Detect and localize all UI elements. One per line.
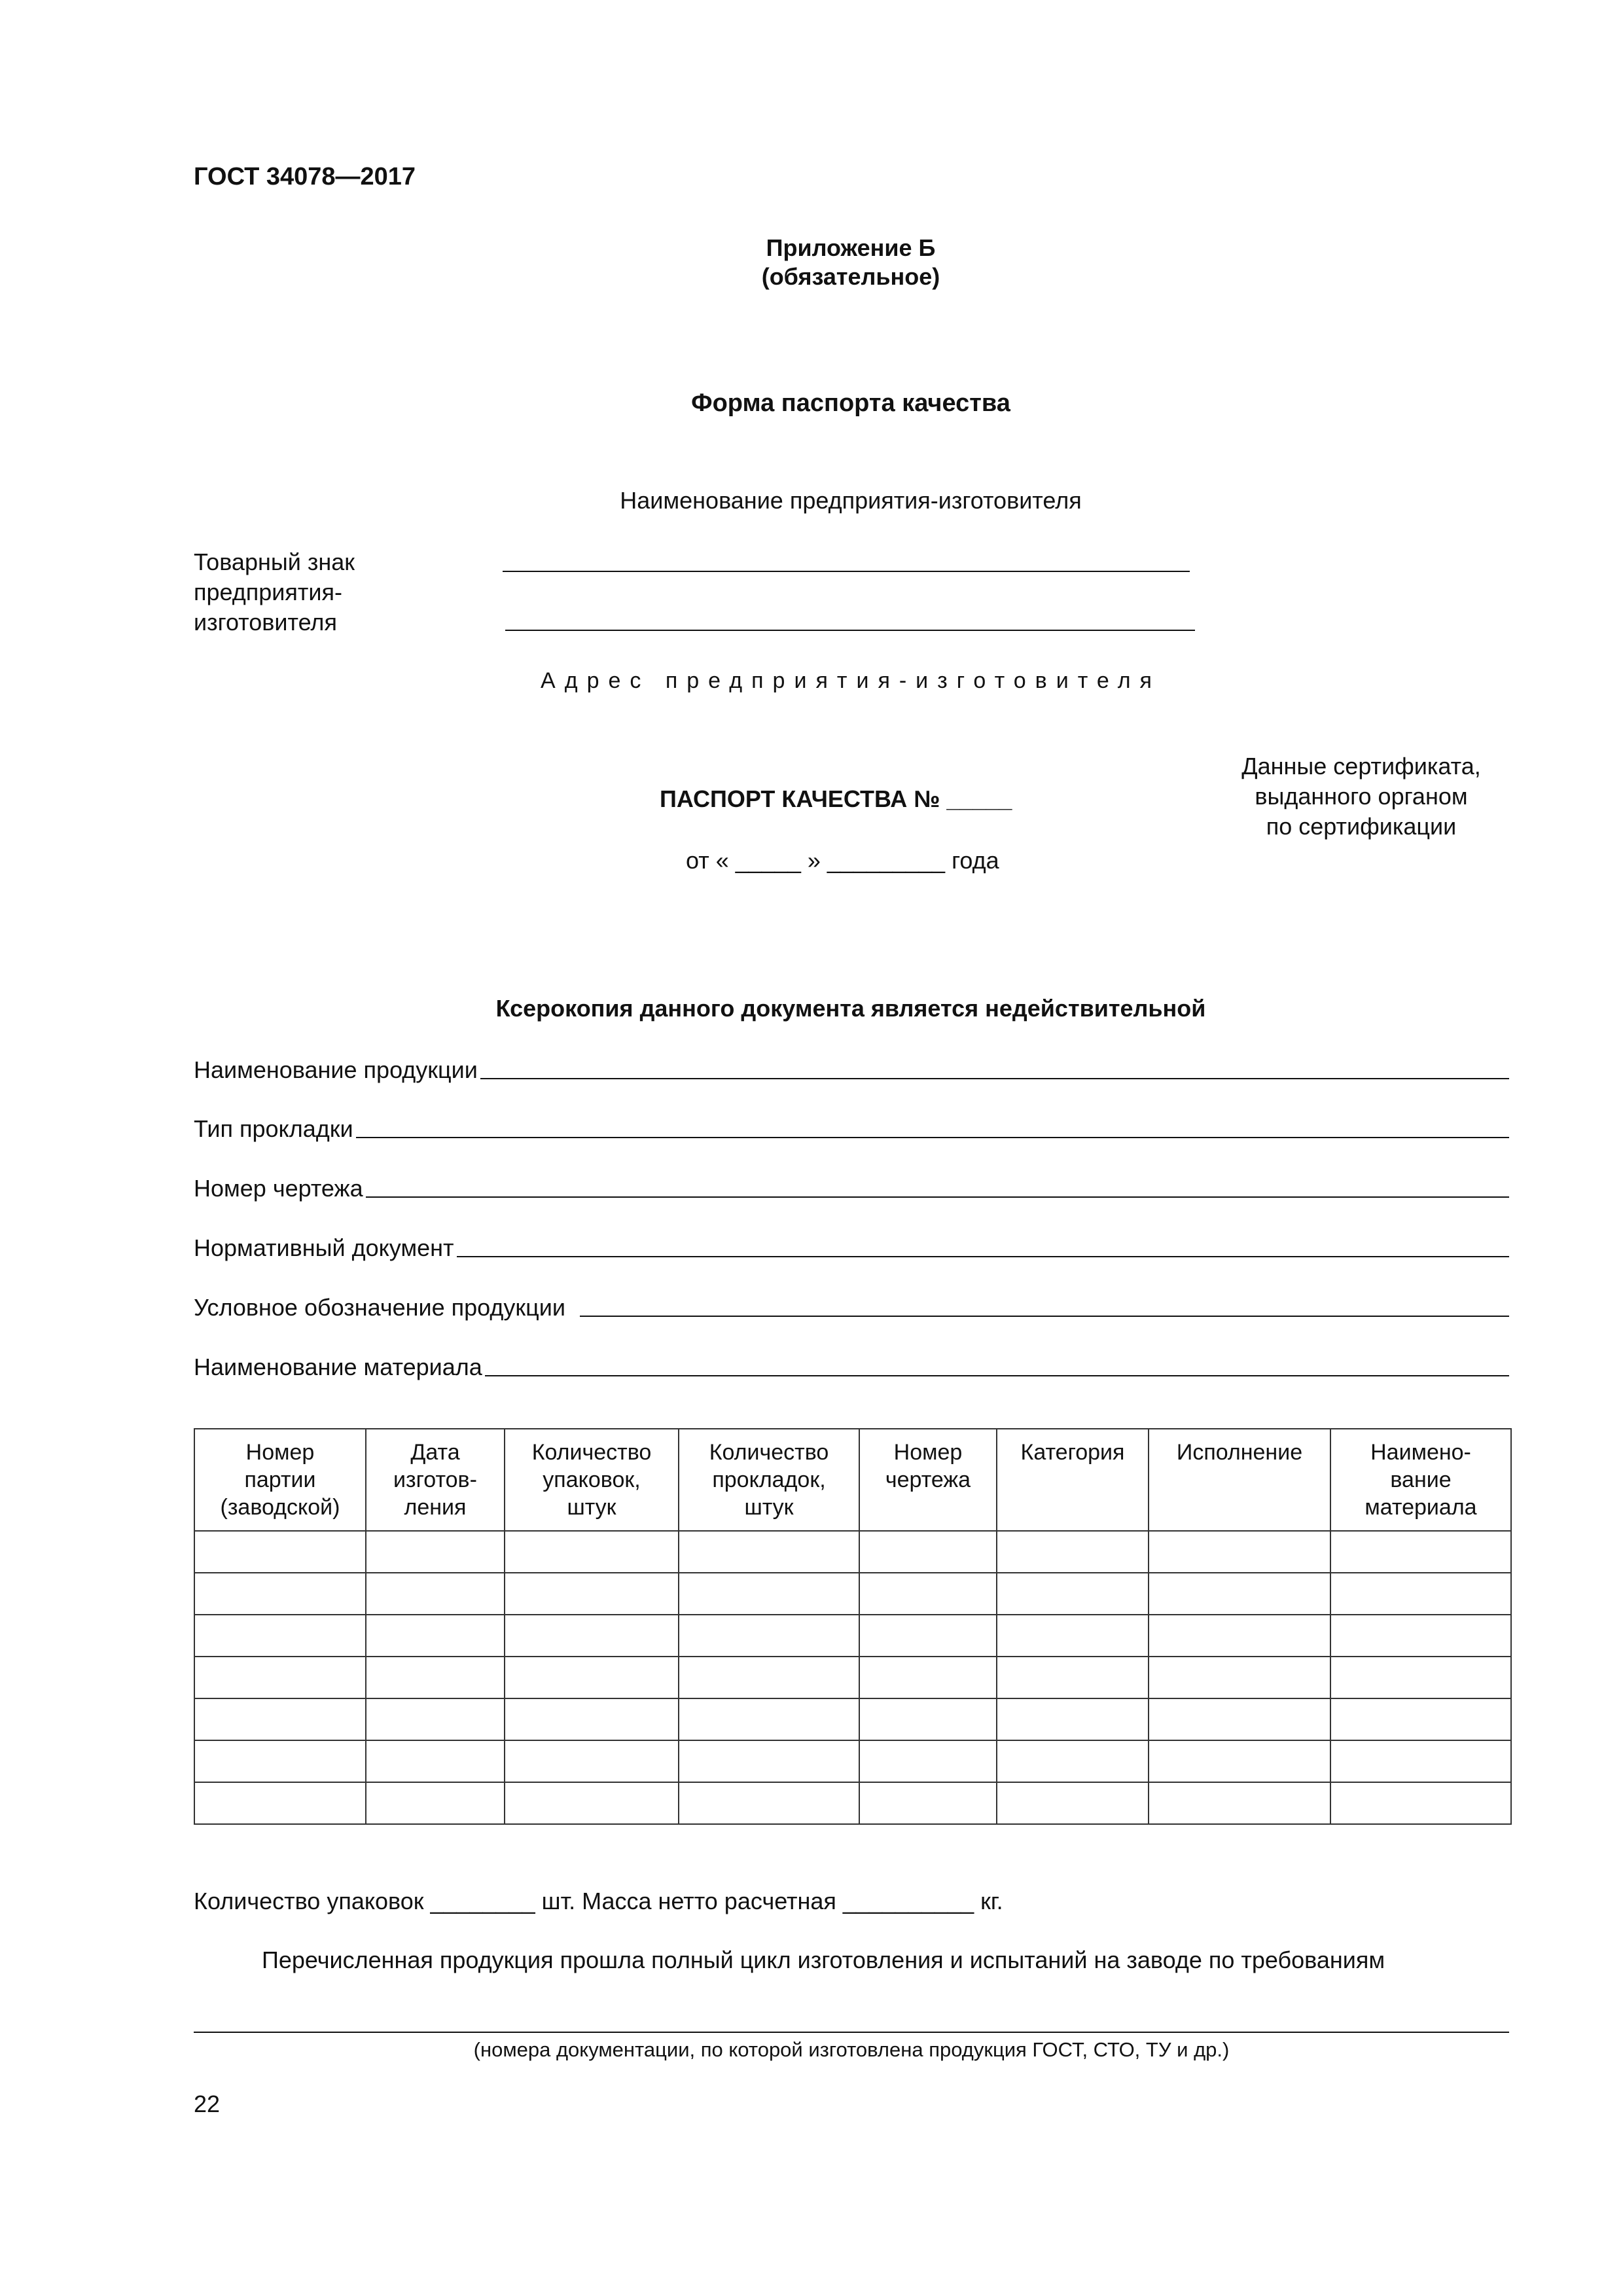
address-label: Адрес предприятия-изготовителя [541, 668, 1161, 693]
table-cell[interactable] [859, 1740, 997, 1782]
table-row [194, 1698, 1511, 1740]
product-name-field[interactable] [194, 1052, 1509, 1085]
table-cell[interactable] [194, 1531, 366, 1573]
col-material-name: Наимено- вание материала [1330, 1429, 1511, 1531]
table-cell[interactable] [679, 1615, 859, 1657]
page-number: 22 [194, 2090, 221, 2117]
table-cell[interactable] [859, 1657, 997, 1698]
table-cell[interactable] [505, 1657, 679, 1698]
table-cell[interactable] [1149, 1782, 1330, 1824]
table-row [194, 1740, 1511, 1782]
field-label: Наименование материала [194, 1354, 482, 1380]
table-cell[interactable] [1330, 1782, 1511, 1824]
table-cell[interactable] [505, 1698, 679, 1740]
field-line[interactable] [356, 1137, 1509, 1138]
table-cell[interactable] [1330, 1698, 1511, 1740]
field-label: Нормативный документ [194, 1234, 454, 1261]
gasket-type-field[interactable] [194, 1111, 1509, 1144]
table-row [194, 1657, 1511, 1698]
field-label: Наименование продукции [194, 1056, 478, 1083]
table-cell[interactable] [997, 1573, 1149, 1615]
table-cell[interactable] [194, 1573, 366, 1615]
table-cell[interactable] [505, 1615, 679, 1657]
field-label: Номер чертежа [194, 1175, 363, 1202]
table-cell[interactable] [997, 1698, 1149, 1740]
documentation-line[interactable] [194, 2032, 1509, 2033]
col-gasket-count: Количество прокладок, штук [679, 1429, 859, 1531]
col-drawing-number: Номер чертежа [859, 1429, 997, 1531]
table-cell[interactable] [1330, 1573, 1511, 1615]
col-manufacture-date: Дата изготов- ления [366, 1429, 505, 1531]
table-row [194, 1615, 1511, 1657]
table-cell[interactable] [1330, 1615, 1511, 1657]
table-cell[interactable] [859, 1698, 997, 1740]
table-cell[interactable] [679, 1657, 859, 1698]
normative-document-field[interactable] [194, 1230, 1509, 1263]
table-cell[interactable] [505, 1782, 679, 1824]
table-cell[interactable] [997, 1740, 1149, 1782]
table-cell[interactable] [1149, 1615, 1330, 1657]
field-line[interactable] [366, 1196, 1509, 1198]
drawing-number-field[interactable] [194, 1171, 1509, 1204]
manufacturer-name-label: Наименование предприятия-изготовителя [620, 487, 1082, 514]
table-cell[interactable] [505, 1740, 679, 1782]
table-cell[interactable] [366, 1615, 505, 1657]
appendix-status: (обязательное) [761, 263, 940, 290]
field-line[interactable] [485, 1375, 1509, 1376]
table-cell[interactable] [194, 1740, 366, 1782]
passport-date-line: от « _____ » _________ года [686, 847, 999, 874]
table-cell[interactable] [679, 1698, 859, 1740]
passport-title: ПАСПОРТ КАЧЕСТВА № _____ [660, 785, 1012, 812]
table-cell[interactable] [194, 1615, 366, 1657]
table-cell[interactable] [1149, 1657, 1330, 1698]
table-cell[interactable] [505, 1573, 679, 1615]
table-cell[interactable] [1330, 1740, 1511, 1782]
table-row [194, 1573, 1511, 1615]
table-cell[interactable] [679, 1782, 859, 1824]
table-cell[interactable] [997, 1657, 1149, 1698]
field-label: Тип прокладки [194, 1115, 353, 1142]
table-cell[interactable] [194, 1657, 366, 1698]
table-cell[interactable] [997, 1531, 1149, 1573]
col-category: Категория [997, 1429, 1149, 1531]
trademark-line-2[interactable] [505, 630, 1195, 631]
col-package-count: Количество упаковок, штук [505, 1429, 679, 1531]
trademark-label: Товарный знак предприятия- изготовителя [194, 548, 355, 636]
table-cell[interactable] [679, 1573, 859, 1615]
form-title: Форма паспорта качества [691, 389, 1010, 417]
table-cell[interactable] [1149, 1531, 1330, 1573]
table-cell[interactable] [679, 1740, 859, 1782]
table-cell[interactable] [366, 1698, 505, 1740]
col-batch-number: Номер партии (заводской) [194, 1429, 366, 1531]
table-cell[interactable] [1330, 1531, 1511, 1573]
table-cell[interactable] [859, 1573, 997, 1615]
table-cell[interactable] [505, 1531, 679, 1573]
table-cell[interactable] [366, 1782, 505, 1824]
table-cell[interactable] [679, 1531, 859, 1573]
table-cell[interactable] [997, 1782, 1149, 1824]
product-designation-field[interactable] [194, 1290, 1509, 1323]
table-cell[interactable] [366, 1531, 505, 1573]
table-cell[interactable] [366, 1657, 505, 1698]
field-label: Условное обозначение продукции [194, 1294, 565, 1321]
table-row [194, 1531, 1511, 1573]
table-cell[interactable] [1149, 1573, 1330, 1615]
table-cell[interactable] [1149, 1698, 1330, 1740]
table-cell[interactable] [1330, 1657, 1511, 1698]
appendix-title: Приложение Б [766, 234, 936, 261]
table-cell[interactable] [366, 1573, 505, 1615]
xerox-notice: Ксерокопия данного документа является недействительной [495, 995, 1206, 1022]
batch-table [194, 1428, 1512, 1825]
certificate-note: Данные сертификата, выданного органом по сертификации [1241, 753, 1481, 840]
standard-header: ГОСТ 34078—2017 [194, 163, 416, 190]
documentation-note: (номера документации, по которой изготовлена продукция ГОСТ, СТО, ТУ и др.) [473, 2038, 1230, 2061]
table-row [194, 1782, 1511, 1824]
table-header-row [194, 1429, 1511, 1531]
field-line[interactable] [457, 1256, 1509, 1257]
summary-line: Количество упаковок ________ шт. Масса нетто расчетная __________ кг. [194, 1888, 1003, 1914]
material-name-field[interactable] [194, 1350, 1509, 1382]
table-cell[interactable] [1149, 1740, 1330, 1782]
table-cell[interactable] [366, 1740, 505, 1782]
table-cell[interactable] [859, 1531, 997, 1573]
compliance-text: Перечисленная продукция прошла полный цикл изготовления и испытаний на заводе по требованиям [262, 1946, 1385, 1973]
table-cell[interactable] [194, 1698, 366, 1740]
field-line[interactable] [580, 1316, 1509, 1317]
table-cell[interactable] [859, 1615, 997, 1657]
table-cell[interactable] [194, 1782, 366, 1824]
table-cell[interactable] [997, 1615, 1149, 1657]
col-execution: Исполнение [1149, 1429, 1330, 1531]
field-line[interactable] [480, 1078, 1509, 1079]
table-cell[interactable] [859, 1782, 997, 1824]
trademark-line-1[interactable] [503, 571, 1190, 572]
